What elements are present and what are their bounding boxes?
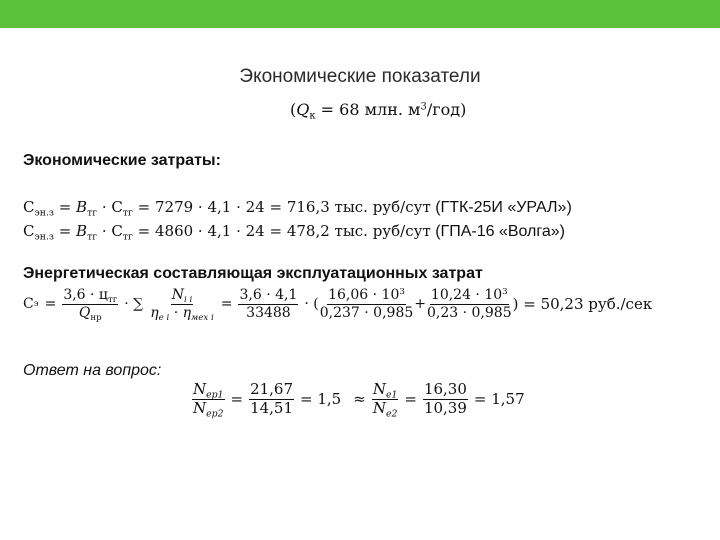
ans-value-1: = 1,5 xyxy=(300,390,342,409)
ans-frac3-num: N xyxy=(372,380,386,398)
frac1-num-sub: тг xyxy=(107,295,118,306)
flow-rate-note xyxy=(290,100,467,122)
f1-b-sub: тг xyxy=(87,207,98,219)
f2-c: С xyxy=(111,222,123,240)
f1-dot: · xyxy=(97,198,112,216)
f2-c-sub: тг xyxy=(122,231,133,243)
ans-eq-1: = xyxy=(230,390,244,409)
frac1-num: 3,6 · ц xyxy=(63,287,108,303)
f1-lhs-sub: эн.з xyxy=(34,207,54,219)
flow-note-value: = 68 млн. м xyxy=(315,100,421,119)
f1-calc: = 7279 · 4,1 · 24 = 716,3 тыс. руб/сут xyxy=(132,198,431,216)
f2-lhs: С xyxy=(23,222,35,240)
energy-formula: С э = $\frac{3,6 \cdot ц_{тг}}{Q_{нр}}$ · ∑ $\frac{N_{i i}}{\eta_{e i} \cdot \eta_{мех i}}$ = $\frac{3,6 \cdot 4,1}{33488}$ · ( $\frac{16,06 \cdot 10^3}{0,237 \cdot 0,985}$ + $\frac{10,24 \cdot 10^3}{0,23 \cdot 0,985}$ ) = 50,23 руб./сек xyxy=(23,287,653,324)
answer-fraction-4 xyxy=(423,381,468,418)
ans-frac1-den: N xyxy=(193,399,207,418)
f1-c: С xyxy=(111,198,123,216)
ans-frac3-den-sub: е2 xyxy=(385,408,398,420)
f2-dot: · xyxy=(97,222,112,240)
ans-frac1-num: N xyxy=(193,380,207,398)
econ-heading: Экономические затраты: xyxy=(23,152,221,169)
flow-note-sub: к xyxy=(309,110,316,122)
slide-title: Экономические показатели xyxy=(239,66,481,87)
flow-note-var: Q xyxy=(296,100,310,119)
energy-plus: + xyxy=(414,296,426,313)
flow-note-unit: /год) xyxy=(426,100,467,119)
energy-fraction-5 xyxy=(426,287,513,321)
frac1-den-sub: нр xyxy=(90,313,102,324)
frac2-num-sub: i i xyxy=(183,295,193,306)
answer-fraction-2 xyxy=(249,381,294,418)
energy-eq: = xyxy=(44,296,57,313)
frac2-den-dot: · xyxy=(169,305,183,322)
frac4-num: 16,06 · 10 xyxy=(328,287,400,303)
frac2-den-a-sub: e i xyxy=(158,313,170,324)
ans-value-2: = 1,57 xyxy=(473,390,525,409)
f2-eq: = xyxy=(53,222,77,240)
ans-frac3-num-sub: е1 xyxy=(385,389,398,401)
f1-lhs: С xyxy=(23,198,35,216)
energy-lhs: С xyxy=(23,296,34,313)
ans-frac2-den: 14,51 xyxy=(250,399,294,418)
energy-eq-2: = xyxy=(220,296,233,313)
frac2-den-a: η xyxy=(150,305,159,322)
ans-frac2-num: 21,67 xyxy=(249,381,294,400)
flow-note-open: ( xyxy=(290,100,297,119)
flow-note-sup: 3 xyxy=(420,101,427,113)
f2-b: В xyxy=(76,222,88,240)
answer-fraction-3 xyxy=(372,381,399,418)
answer-label: Ответ на вопрос: xyxy=(23,362,162,379)
f2-b-sub: тг xyxy=(87,231,98,243)
answer-formula xyxy=(192,381,525,418)
ans-frac4-num: 16,30 xyxy=(423,381,468,400)
ans-frac1-den-sub: ер2 xyxy=(206,408,224,420)
f2-lhs-sub: эн.з xyxy=(34,231,54,243)
ans-frac1-num-sub: ер1 xyxy=(206,389,224,401)
frac3-den: 33488 xyxy=(246,305,291,322)
energy-fraction-1 xyxy=(62,287,118,324)
frac4-num-sup: 3 xyxy=(399,287,405,298)
econ-formula-1 xyxy=(23,198,572,217)
f1-b: В xyxy=(76,198,88,216)
f2-calc: = 4860 · 4,1 · 24 = 478,2 тыс. руб/сут xyxy=(132,222,431,240)
f1-c-sub: тг xyxy=(122,207,133,219)
ans-eq-2: = xyxy=(404,390,417,409)
energy-fraction-4 xyxy=(319,287,415,321)
f1-eq: = xyxy=(53,198,77,216)
f2-note: (ГПА-16 «Волга») xyxy=(430,223,565,240)
energy-paren-open: · ( xyxy=(304,296,319,313)
frac1-den: Q xyxy=(78,305,91,322)
ans-frac4-den: 10,39 xyxy=(423,399,467,418)
header-accent-bar xyxy=(0,0,720,28)
frac5-num-sup: 3 xyxy=(502,287,508,298)
answer-fraction-1 xyxy=(192,381,225,418)
ans-frac3-den: N xyxy=(372,399,386,418)
ans-approx: ≈ xyxy=(353,390,366,409)
energy-result: ) = 50,23 руб./сек xyxy=(512,295,653,314)
frac4-den: 0,237 · 0,985 xyxy=(319,305,414,322)
energy-fraction-3 xyxy=(238,287,298,321)
frac3-num: 3,6 · 4,1 xyxy=(238,287,298,305)
energy-fraction-2 xyxy=(149,287,215,324)
frac2-den-b: η xyxy=(182,305,191,322)
f1-note: (ГТК-25И «УРАЛ») xyxy=(430,199,572,216)
frac5-num: 10,24 · 10 xyxy=(430,287,503,303)
energy-heading: Энергетическая составляющая эксплуатационных затрат xyxy=(23,265,483,282)
frac5-den: 0,23 · 0,985 xyxy=(427,305,512,322)
econ-formula-2 xyxy=(23,222,565,241)
frac2-den-b-sub: мех i xyxy=(191,313,214,324)
frac2-num: N xyxy=(171,287,184,303)
energy-sum-sign: · ∑ xyxy=(124,296,144,313)
